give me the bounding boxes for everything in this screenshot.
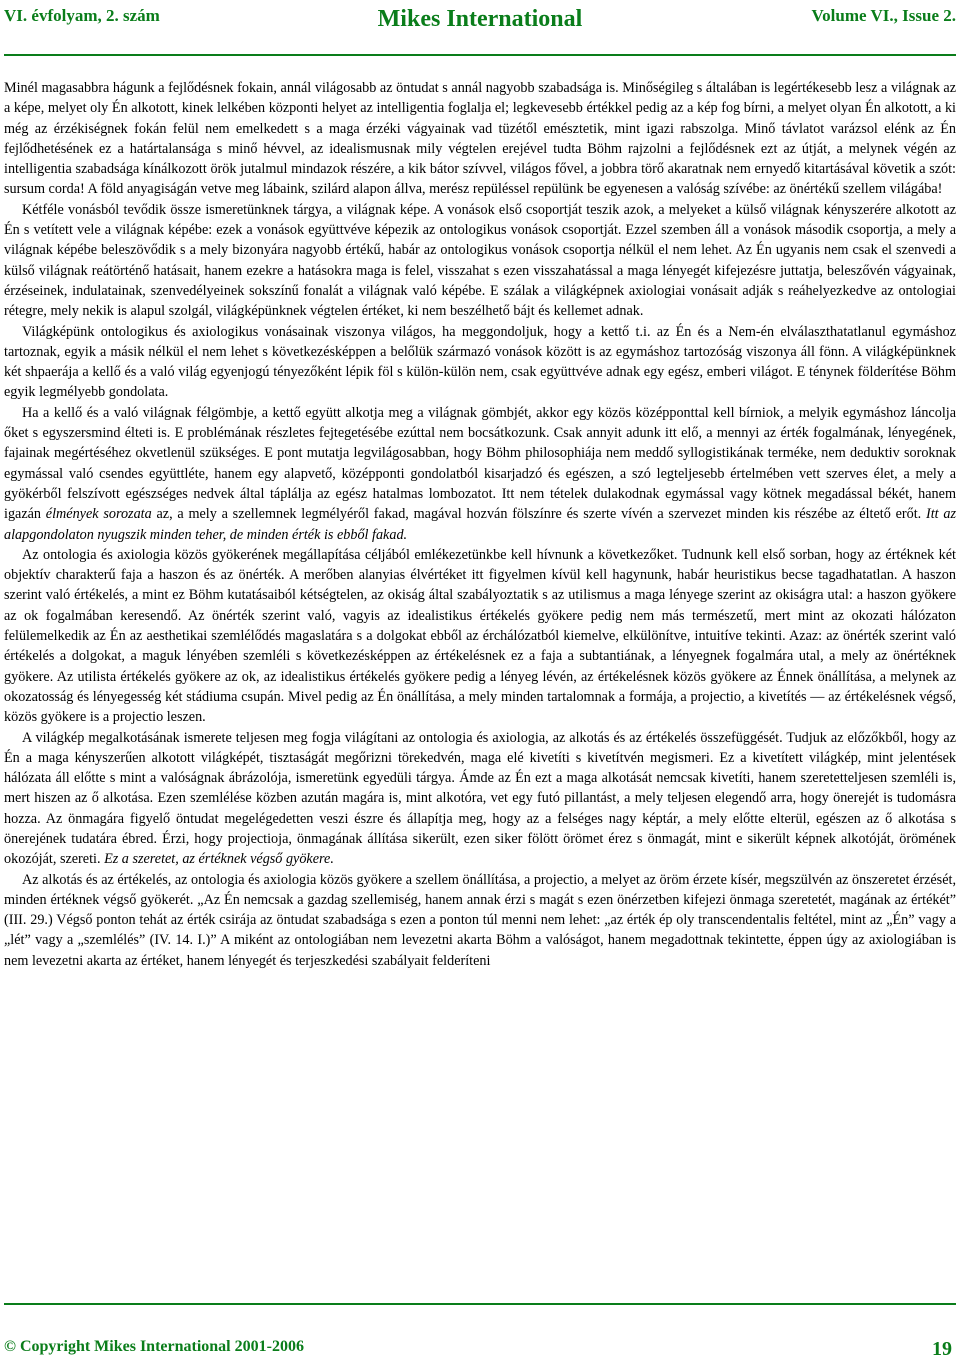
footer-divider bbox=[4, 1303, 956, 1305]
italic-phrase: élmények sorozata bbox=[45, 506, 152, 523]
paragraph-1: Minél magasabbra hágunk a fejlődésnek fokain, annál világosabb az öntudat s annál nagyobb szabadsága is. Minőségileg s általában is legértékesebb lesz a világnak az a képe, melyet oly Én alkotott, kinek lelkében központi helyet az intelligentia foglalja el; legkevesebb értékkel pedig az a kép fog bírni, a melyet olyan Én alkotott, a ki még az érzékiségnek fokán felül nem emelkedett s a maga érzéki vágyainak vad tüzétől emésztetik, mint igazi rabszolga. Minő távlatot varázsol elénk az Én fejlődhetésének ez a határtalansága s minő hévvel, az idealismusnak mily végtelen erejével tudta Böhm rajzolni a fejlődésnek ezt az útját, a melynek végén az intelligentia szabadsága kínálkozott örök jutalmul mindazok részére, a kik bátor szívvel, világos fővel, a jobbra törő akaratnak nem ernyedő kitartásával követik a szót: sursum corda! A föld anyagiságán vetve meg lábaink, szilárd alapon állva, merész repüléssel repülünk be egyenesen a valóság szívébe: az önértékű szellem világába! bbox=[4, 80, 956, 198]
italic-sentence: Ez a szeretet, az értéknek végső gyökere. bbox=[104, 851, 334, 868]
article-body bbox=[4, 78, 956, 971]
page-number: 19 bbox=[932, 1338, 952, 1360]
page-header bbox=[4, 4, 956, 36]
paragraph-4: Ha a kellő és a való világnak félgömbje, a kettő együtt alkotja meg a világnak gömbjét, akkor egy közös középponttal kell bírniok, a melyik egymáshoz láncolja őket s egyszersmind élteti is. E problémának részletes fejtegetésébe ezúttal nem bocsátkozunk. Csak annyit adunk itt elő, a mennyi az érték fogalmának, lényegének, fajainak megértéséhez okvetlenül szükséges. E pont mutatja legvilágosabban, hogy Böhm philosophiája nem meddő syllogistikának terméke, nem deduktiv soroknak egymással való csendes együttléte, hanem egy alapvető, középponti gondolatból kisarjadzó és egészen, a szó legteljesebb értelmében vett szerves élet, a mely a gyökérből felszívott egészséges nedvek által táplálja az egész hatalmas lombozatot. Itt nem tételek dulakodnak egymással vagy kötnek megadással békét, hanem igazán élmények sorozata az, a mely a szellemnek legmélyéről fakad, magával hozván fölszínre és szerte vívén a szervezet minden kis részébe az éltető erőt. Itt az alapgondolaton nyugszik minden teher, de minden érték is ebből fakad. bbox=[4, 404, 956, 543]
journal-title: Mikes International bbox=[377, 6, 583, 32]
issue-label-hu: VI. évfolyam, 2. szám bbox=[4, 6, 160, 25]
paragraph-7: Az alkotás és az értékelés, az ontologia és axiologia közös gyökere a szellem önállítása, a projectio, a melyet az öröm érzete kísér, megszülvén az önszeretet érzését, minden értéknek végső gyökerét. „Az Én nemcsak a gazdag szellemiség, hanem annak érzi s magát s ezen önérzetben kifejezi önmaga szeretetét, magának az értékét” (III. 29.) Végső ponton tehát az érték csirája az öntudat szabadsága s ezen a ponton túl menni nem lehet: „az érték ép oly transcendentalis feltétel, mint az „Én” vagy a „lét” vagy a „szemlélés” (IV. 14. I.)” A miként az ontologiában nem levezetni akarta Böhm a valóságot, hanem megadottnak tekintette, éppen úgy az axiologiában is nem levezetni akarta az értéket, hanem lényegét és terjeszkedési szabályait felderíteni bbox=[4, 871, 956, 969]
paragraph-3: Világképünk ontologikus és axiologikus vonásainak viszonya világos, ha meggondoljuk, hogy a kettő t.i. az Én és a Nem-én elválaszthatatlanul egymáshoz tartoznak, egyik a másik nélkül el nem lehet s következésképpen a belőlük származó vonások között is az egymáshoz tartozóság viszonya áll fönn. A világképünknek két shpaerája a kellő és a való világ egyenjogú tényezőként lépik föl s külön-külön nem, csak együttvéve adnak egy egész, emberi világot. E ténynek földerítése Böhm egyik legmélyebb gondolata. bbox=[4, 323, 956, 401]
paragraph-2: Kétféle vonásból tevődik össze ismeretünknek tárgya, a világnak képe. A vonások első csoportját teszik azok, a melyeket a külső világnak kényszerére alkotott az Én s vetített vele a világnak képébe: ezek a vonások együttvéve képezik az ontologikus vonások csoportját. Ezzel szemben áll a vonások második csoportja, a mely a világnak képébe beleszövődik s a mely bizonyára nagyobb értékű, habár az ontologikus vonások csoportja nélkül el nem lehet. Az Én ugyanis nem csak el szenvedi a külső világnak reátörténő hatásait, hanem ezekre a hatásokra maga is felel, visszahat s ezen visszahatással a maga lényegét kifejezésre juttatja, beleszővén vágyainak, érzéseinek, indulatainak, szenvedélyeinek sokszínű fonalát a világnak való képébe. E szálak a világképnek axiologiai vonásait adják s reáhelyezkedve az ontologiai rétegre, mely nekik is alapul szolgál, világképünknek végtelen értéket, ki nem beszélhető bájt és kellemet adnak. bbox=[4, 201, 956, 320]
italic-sentence: Itt az alapgondolaton nyugszik minden teher, de minden érték is ebből fakad. bbox=[4, 506, 956, 543]
header-divider bbox=[4, 54, 956, 56]
issue-label-en: Volume VI., Issue 2. bbox=[811, 6, 956, 25]
paragraph-6: A világkép megalkotásának ismerete teljesen meg fogja világítani az ontologia és axiologia, az alkotás és az értékelés összefüggését. Tudjuk az előzőkből, hogy az Én a maga kényszerűen alkotott világképét, tisztaságát megőrizni törekedvén, maga elé kivetíti s kivetítvén megismeri. Ez a kivetített világkép, mint jelentések hálózata áll előtte s mint a valóságnak ábrázolója, ismeretünk egyedüli tárgya. Ámde az Én ezt a maga alkotását nemcsak kivetíti, hanem szeretetteljesen szemléli is, mert hiszen az ő alkotása. Ezen szemlélése közben azután magára is, mint alkotóra, vet egy futó pillantást, a mely teljesen elegendő arra, hogy önerejét is tudomásra hozza. Az önmagára figyelő öntudat megelégedetten veszi észre és állapítja meg, hogy az a felséges nagy képtár, a mely előtte elterül, egészen az ő alkotása s önerejének tudatára ébred. Érzi, hogy projectioja, önmagának állítása sikerült, ezen siker fölött örömet érez s önmagát, mint e sikerült képnek alkotóját, örömének okozóját, szereti. Ez a szeretet, az értéknek végső gyökere. bbox=[4, 729, 956, 868]
paragraph-5: Az ontologia és axiologia közös gyökerének megállapítása céljából emlékezetünkbe kell hívnunk a következőket. Tudnunk kell első sorban, hogy az értéknek két objektív charakterű faja a haszon és az önérték. A merőben alanyias élvértéket itt figyelmen kívül kell hagynunk, habár heuristikus becse tagadhatatlan. A haszon szerint való értékelés, a mint ez Böhm kutatásaiból kétségtelen, az okiság által szabályoztatik s az utilismus a maga lényege szerint az okiságra utal: a haszon gyökere az ok fogalmában keresendő. Az önérték szerint való, vagyis az idealistikus értékelés gyökere pedig nem más természetű, mert mint az okozati hálózaton felülemelkedik az Én az aesthetikai szemlélődés magaslatára s a dolgokat ebből az érchálózatból kiemelve, elkülönítve, intuitíve tekinti. Azaz: az önérték szerint való értékelés a dolgokat, a maguk lényében szemléli s következésképpen az értékelésnek ez a faja a subtantiának, a lényegnek fogalmára utal, a mely az önértéknek gyökere. Az utilista értékelés gyökere az ok, az idealistikus értékelés gyökere pedig a lényeg lévén, az értékelésnek közös gyökere az Énnek önállítása, a melynek az okozatosság és lényegesség két stádiuma csupán. Mivel pedig az Én önállítása, a mely minden tartalomnak a formája, a projectio, a kivetítés — az értékelésnek végső, közös gyökere is a projectio leszen. bbox=[4, 546, 956, 726]
copyright-notice: © Copyright Mikes International 2001-2006 bbox=[4, 1338, 304, 1355]
